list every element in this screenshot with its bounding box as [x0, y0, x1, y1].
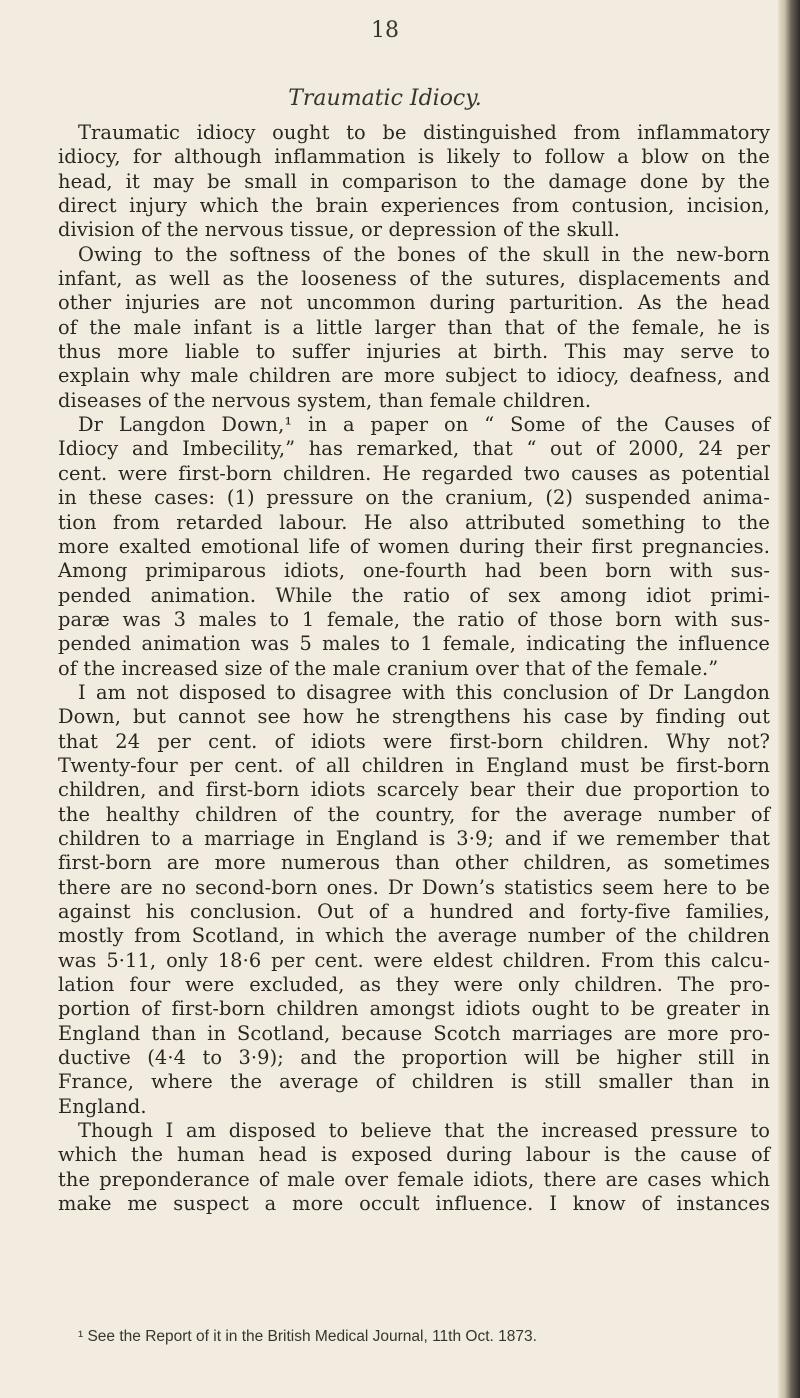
footnote: ¹ See the Report of it in the British Medical Journal, 11th Oct. 1873. — [78, 1328, 537, 1345]
text-line: Down, but cannot see how he strengthens his case by finding out — [58, 705, 770, 729]
text-line: of the male infant is a little larger than that of the female, he is — [58, 315, 770, 339]
text-line: I am not disposed to disagree with this conclusion of Dr Langdon — [78, 680, 770, 704]
text-line: there are no second-born ones. Dr Down’s statistics seem here to be — [58, 875, 770, 899]
text-line: was 5·11, only 18·6 per cent. were eldest children. From this calcu- — [58, 948, 770, 972]
text-line: portion of first-born children amongst idiots ought to be greater in — [58, 997, 770, 1021]
text-line: other injuries are not uncommon during parturition. As the head — [58, 291, 770, 315]
text-line: tion from retarded labour. He also attributed something to the — [58, 510, 770, 534]
text-line: against his conclusion. Out of a hundred and forty-five families, — [58, 900, 770, 923]
text-line: Though I am disposed to believe that the increased pressure to — [78, 1119, 770, 1143]
text-line: that 24 per cent. of idiots were first-born children. Why not? — [58, 729, 770, 753]
text-line: Owing to the softness of the bones of the skull in the new-born — [78, 242, 770, 266]
text-line: in these cases: (1) pressure on the cranium, (2) suspended anima- — [58, 486, 770, 510]
text-line: cent. were first-born children. He regarded two causes as potential — [58, 461, 770, 485]
text-line: pended animation was 5 males to 1 female, indicating the influence — [58, 632, 770, 656]
text-line: thus more liable to suffer injuries at birth. This may serve to — [58, 340, 770, 364]
text-line: first-born are more numerous than other children, as sometimes — [58, 851, 770, 875]
text-line: Dr Langdon Down,¹ in a paper on “ Some of the Causes of — [78, 413, 770, 437]
text-line: of the increased size of the male cranium over that of the female.” — [58, 656, 719, 680]
text-line: direct injury which the brain experiences from contusion, incision, — [58, 194, 770, 218]
text-line: the healthy children of the country, for the average number of — [58, 802, 770, 826]
text-line: Twenty-four per cent. of all children in England must be first-born — [58, 753, 770, 777]
text-line: England than in Scotland, because Scotch marriages are more pro- — [58, 1021, 770, 1045]
text-line: paræ was 3 males to 1 female, the ratio of those born with sus- — [58, 607, 770, 631]
text-line: Traumatic idiocy ought to be distinguished from inflammatory — [78, 121, 770, 144]
text-line: mostly from Scotland, in which the average number of the children — [58, 924, 770, 948]
text-line: children, and first-born idiots scarcely bear their due proportion to — [58, 778, 770, 802]
text-line: pended animation. While the ratio of sex among idiot primi- — [58, 583, 770, 607]
section-title: Traumatic Idiocy. — [288, 86, 482, 111]
text-line: head, it may be small in comparison to the damage done by the — [58, 169, 770, 193]
text-line: France, where the average of children is still smaller than in — [58, 1070, 770, 1094]
text-line: more exalted emotional life of women during their first pregnancies. — [58, 534, 770, 558]
page-number: 18 — [371, 18, 399, 43]
page-binding-edge — [778, 0, 800, 1398]
text-line: diseases of the nervous system, than female children. — [58, 388, 592, 412]
text-line: make me suspect a more occult influence. I know of instances — [58, 1192, 770, 1216]
body-text — [58, 121, 770, 1216]
text-line: infant, as well as the looseness of the sutures, displacements and — [58, 267, 770, 291]
text-line: idiocy, for although inflammation is likely to follow a blow on the — [58, 145, 770, 169]
text-line: which the human head is exposed during labour is the cause of — [58, 1143, 770, 1167]
text-line: Idiocy and Imbecility,” has remarked, that “ out of 2000, 24 per — [58, 437, 770, 461]
text-line: the preponderance of male over female idiots, there are cases which — [58, 1167, 770, 1191]
text-line: lation four were excluded, as they were only children. The pro- — [58, 973, 770, 997]
text-line: ductive (4·4 to 3·9); and the proportion will be higher still in — [58, 1046, 770, 1070]
text-line: explain why male children are more subject to idiocy, deafness, and — [58, 364, 770, 388]
text-line: Among primiparous idiots, one-fourth had been born with sus- — [58, 559, 770, 583]
text-line: England. — [58, 1094, 147, 1118]
text-line: children to a marriage in England is 3·9; and if we remember that — [58, 826, 770, 850]
text-line: division of the nervous tissue, or depression of the skull. — [58, 218, 621, 242]
